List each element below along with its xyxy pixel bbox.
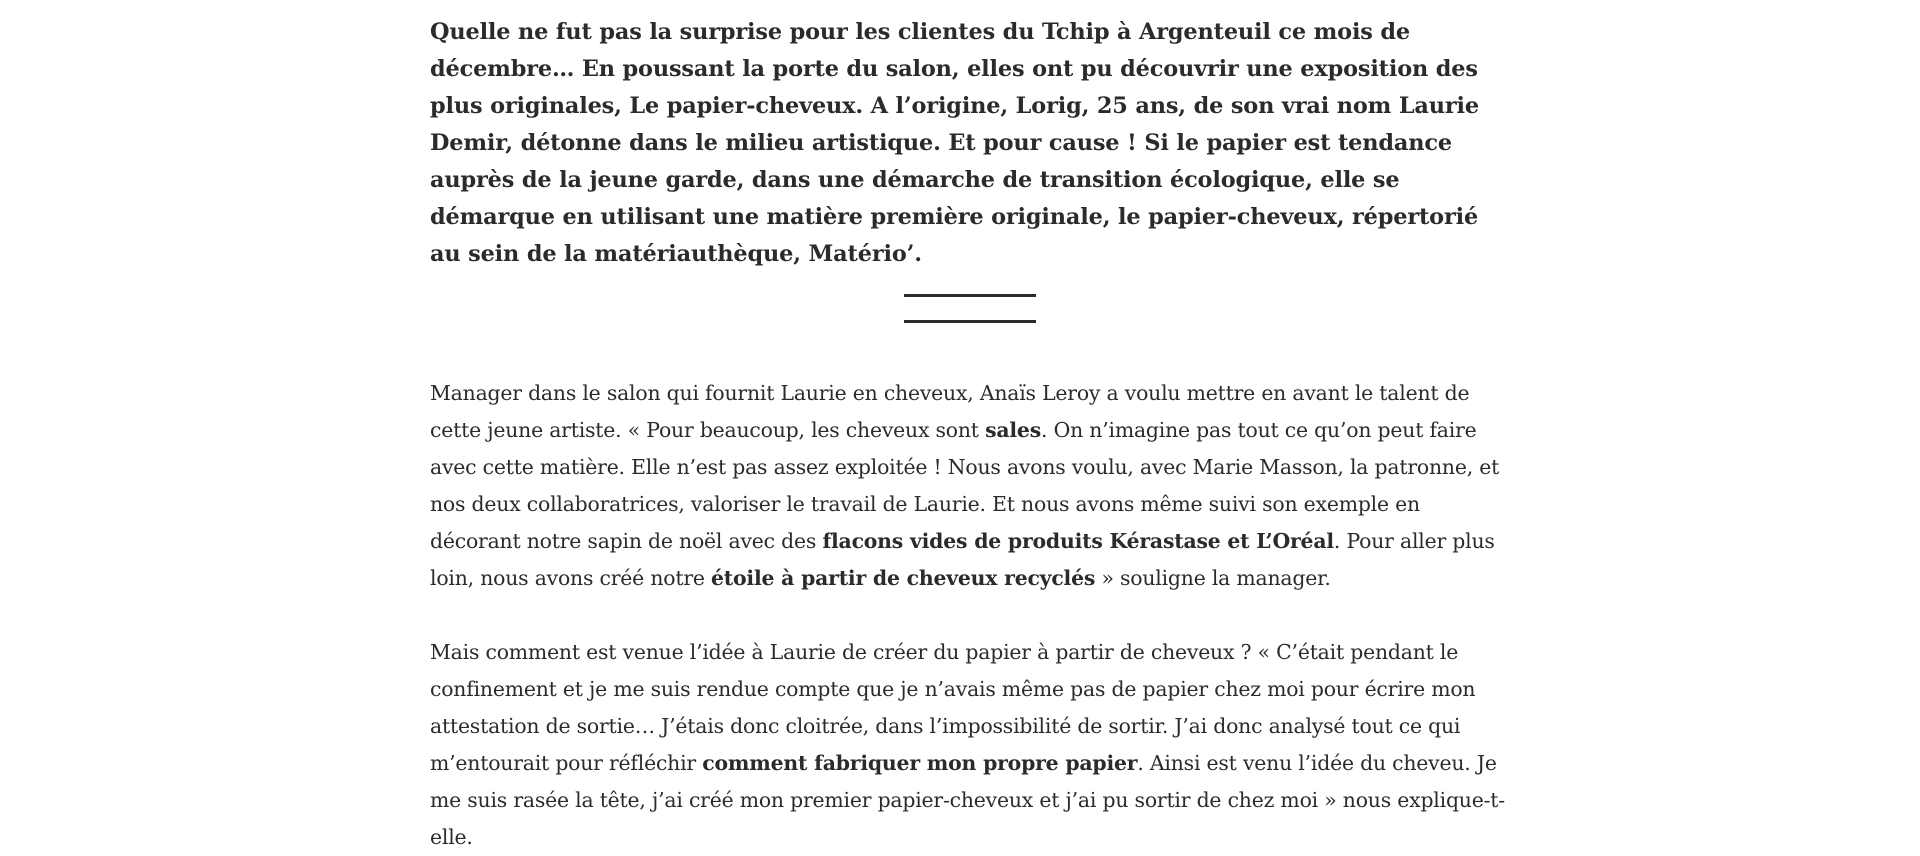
paragraph-text: . Pour aller plus loin, nous avons créé notre — [430, 529, 1495, 590]
paragraph-emphasis: comment fabriquer mon propre papier — [702, 751, 1138, 775]
paragraph-text: » souligne la manager. — [1095, 566, 1331, 590]
article-paragraph — [430, 634, 1510, 856]
paragraph-emphasis: étoile à partir de cheveux recyclés — [711, 566, 1096, 590]
divider-rule-top — [904, 294, 1036, 297]
paragraph-emphasis: sales — [985, 418, 1041, 442]
article-paragraph — [430, 375, 1510, 597]
paragraph-text: . Ainsi est venu l’idée du cheveu. Je me suis rasée la tête, j’ai créé mon premier papier-cheveux et j’ai pu sortir de chez moi » nous explique-t-elle. — [430, 751, 1505, 849]
divider-rule-bottom — [904, 320, 1036, 323]
section-divider — [904, 294, 1036, 323]
article-body — [430, 14, 1510, 856]
article-lead: Quelle ne fut pas la surprise pour les clientes du Tchip à Argenteuil ce mois de décembre… En poussant la porte du salon, elles ont pu découvrir une exposition des plus originales, Le papier-cheveux. A l’origine, Lorig, 25 ans, de son vrai nom Laurie Demir, détonne dans le milieu artistique. Et pour cause ! Si le papier est tendance auprès de la jeune garde, dans une démarche de transition écologique, elle se démarque en utilisant une matière première originale, le papier-cheveux, répertorié au sein de la matériauthèque, Matério’. — [430, 19, 1480, 267]
paragraph-emphasis: flacons vides de produits Kérastase et L’Oréal — [822, 529, 1334, 553]
paragraph-text: . On n’imagine pas tout ce qu’on peut faire avec cette matière. Elle n’est pas assez exploitée ! Nous avons voulu, avec Marie Masson, la patronne, et nos deux collaboratrices, valoriser le travail de Laurie. Et nous avons même suivi son exemple en décorant notre sapin de noël avec des — [430, 418, 1500, 553]
paragraph-text: Manager dans le salon qui fournit Laurie en cheveux, Anaïs Leroy a voulu mettre en avant le talent de cette jeune artiste. « Pour beaucoup, les cheveux sont — [430, 381, 1470, 442]
paragraph-text: Mais comment est venue l’idée à Laurie de créer du papier à partir de cheveux ? « C’était pendant le confinement et je me suis rendue compte que je n’avais même pas de papier chez moi pour écrire mon attestation de sortie… J’étais donc cloitrée, dans l’impossibilité de sortir. J’ai donc analysé tout ce qui m’entourait pour réfléchir — [430, 640, 1476, 775]
